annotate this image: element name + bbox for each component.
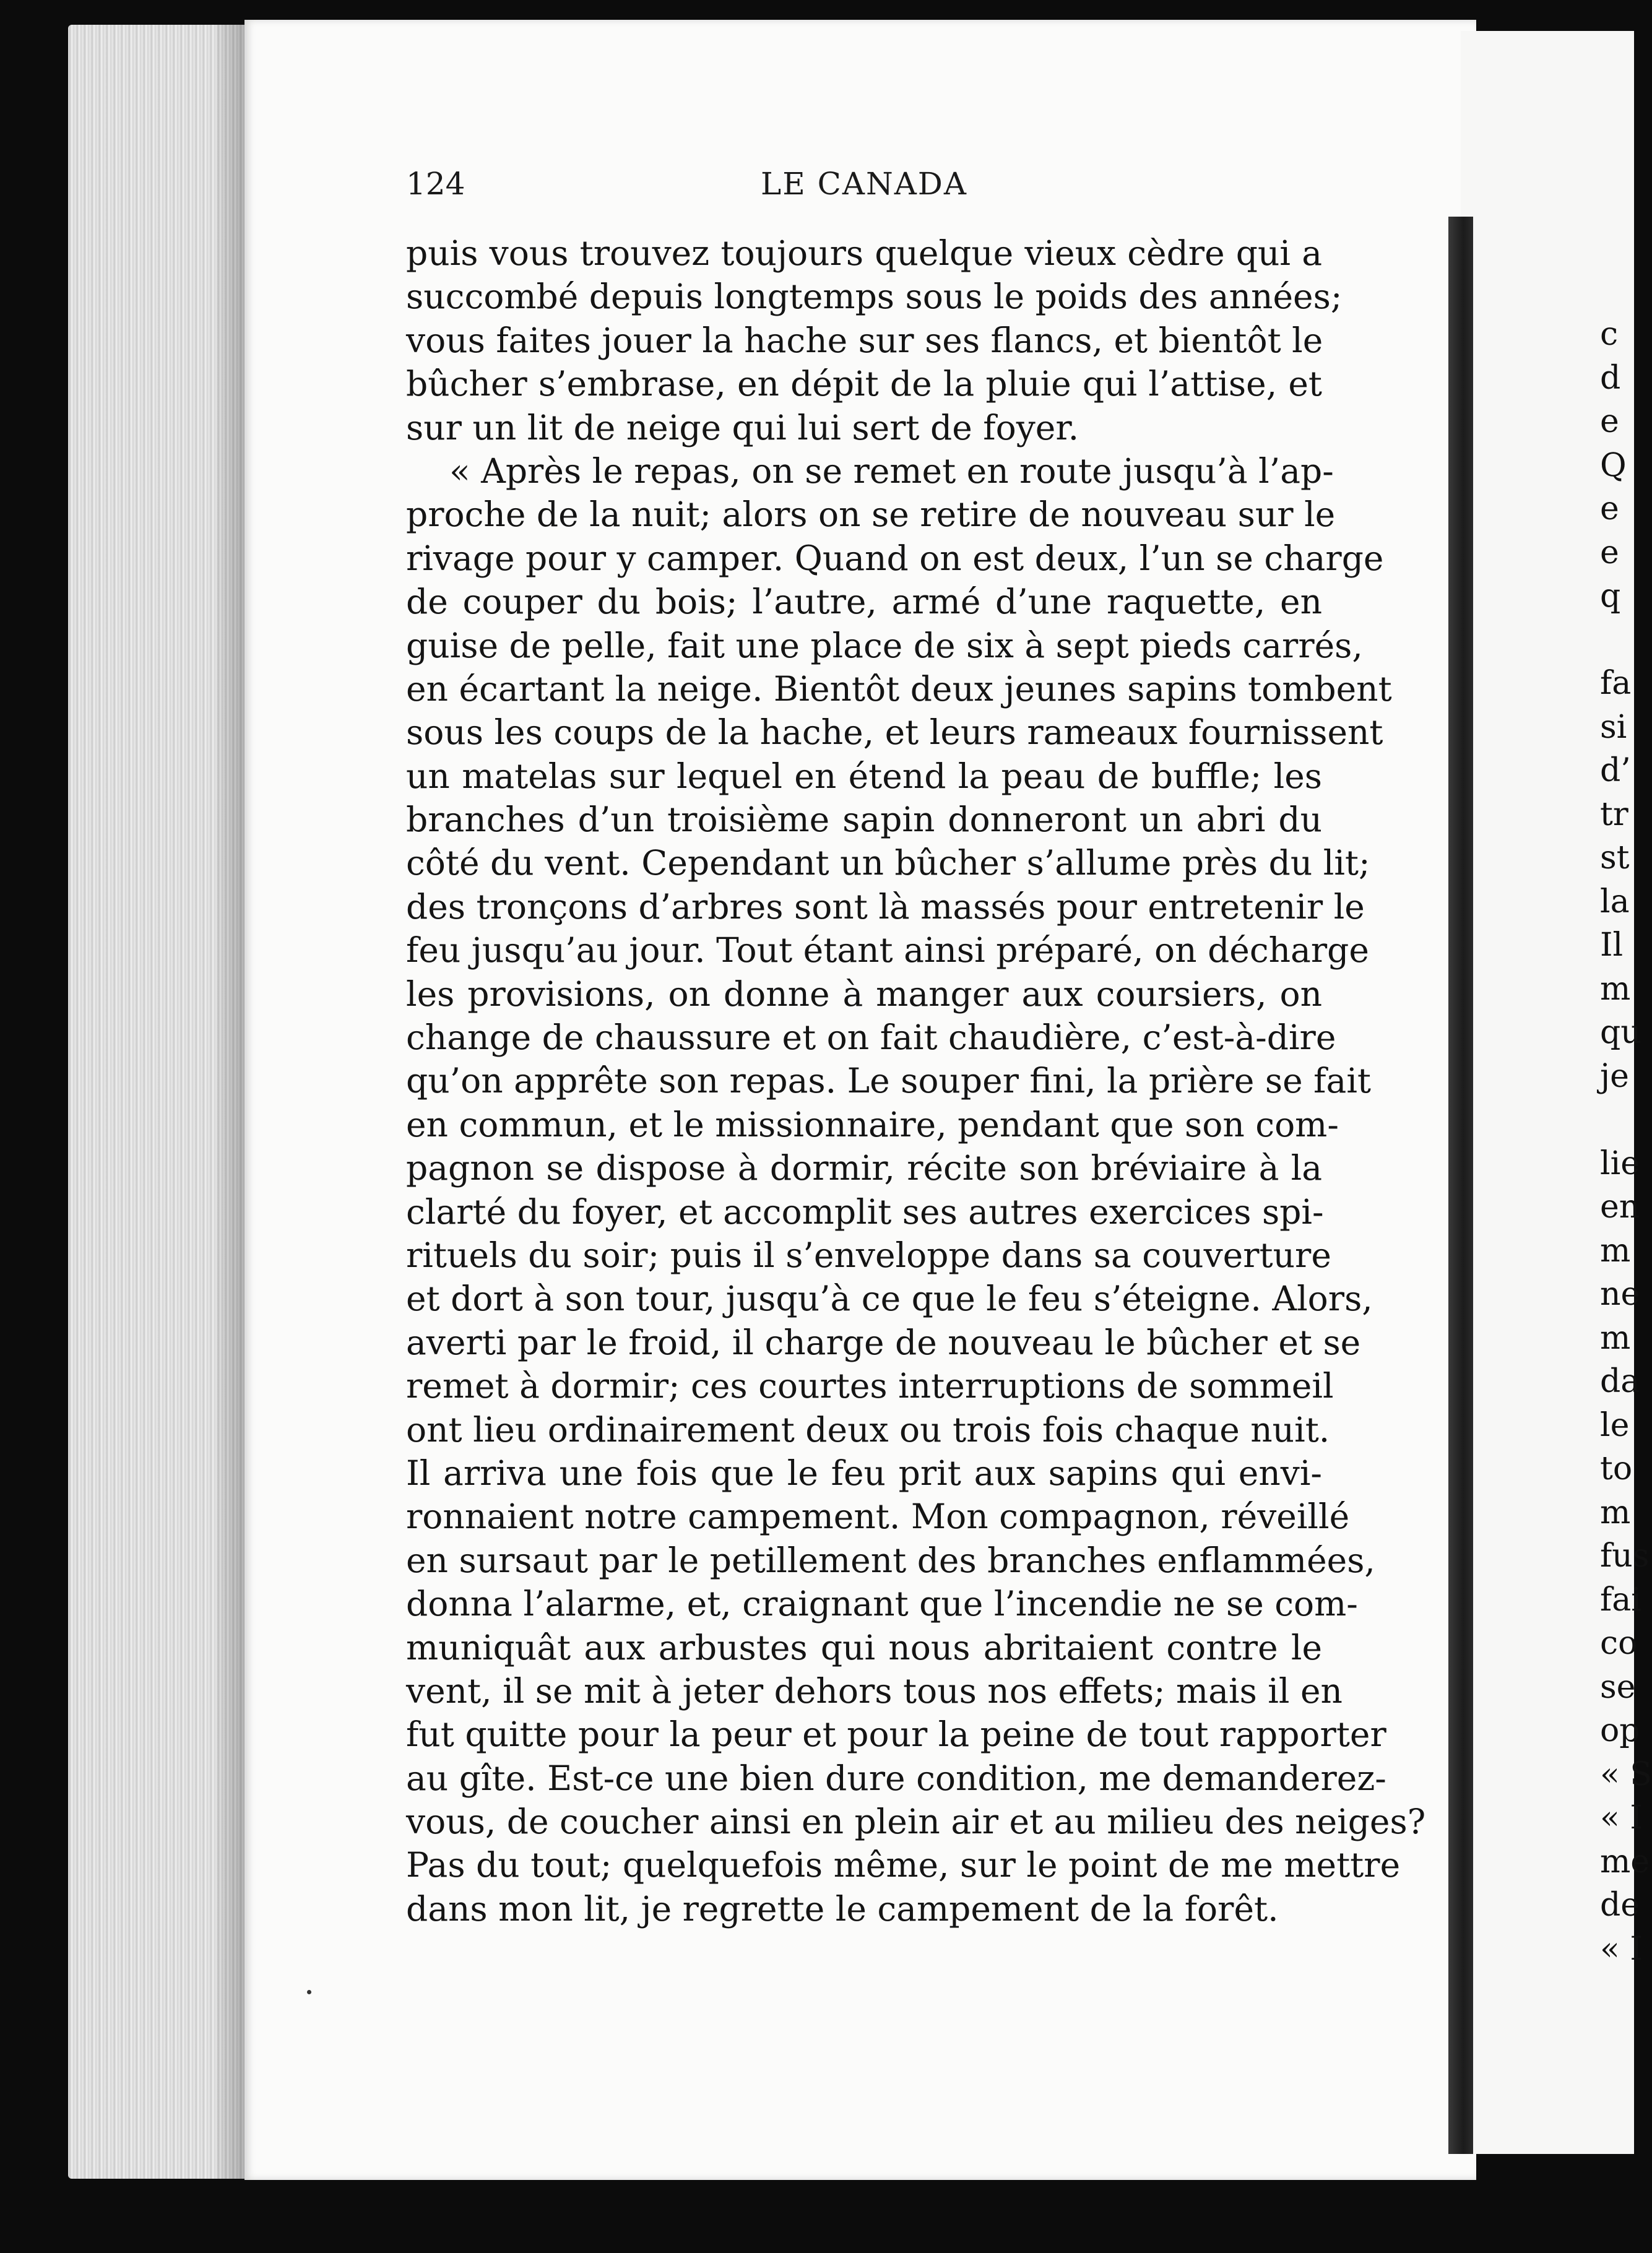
facing-page-fragment: co — [1600, 1625, 1638, 1662]
text-line: vent, il se mit à jeter dehors tous nos effets; mais il en — [406, 1671, 1343, 1711]
facing-page-fragment: d’ — [1600, 752, 1631, 789]
text-line: ont lieu ordinairement deux ou trois fois chaque nuit. — [406, 1409, 1330, 1450]
facing-page-fragment: me — [1600, 1843, 1650, 1880]
facing-page-fragment: e — [1600, 403, 1619, 440]
facing-page-fragment: « S — [1600, 1755, 1652, 1793]
text-line: guise de pelle, fait une place de six à sept pieds carrés, — [406, 625, 1363, 665]
text-line: vous, de coucher ainsi en plein air et au milieu des neiges? — [406, 1802, 1426, 1842]
facing-page-fragment: Il — [1600, 927, 1624, 964]
text-line: ronnaient notre campement. Mon compagnon, réveillé — [406, 1497, 1350, 1537]
paragraph-start-line: « Après le repas, on se remet en route jusqu’à l’ap- — [449, 451, 1334, 491]
facing-page-fragment: qu — [1600, 1014, 1641, 1051]
running-title: LE CANADA — [760, 166, 967, 202]
page-edge-shadow — [217, 25, 248, 2179]
facing-page-fragment: m — [1600, 970, 1631, 1008]
text-line: en sursaut par le petillement des branches enflammées, — [406, 1540, 1375, 1580]
text-line: Il arriva une fois que le feu prit aux sapins qui envi- — [406, 1453, 1322, 1493]
text-line: donna l’alarme, et, craignant que l’incendie ne se com- — [406, 1584, 1358, 1624]
text-line: vous faites jouer la hache sur ses flancs, et bientôt le — [406, 320, 1323, 360]
facing-page-fragment: m — [1600, 1232, 1631, 1269]
facing-page-fragment: se — [1600, 1668, 1636, 1706]
text-line: pagnon se dispose à dormir, récite son bréviaire à la — [406, 1148, 1322, 1188]
page-number: 124 — [406, 166, 465, 202]
text-line: bûcher s’embrase, en dépit de la pluie qui l’attise, et — [406, 364, 1322, 404]
page-header — [406, 166, 1322, 209]
facing-page-fragment: e — [1600, 490, 1619, 527]
text-line: proche de la nuit; alors on se retire de nouveau sur le — [406, 495, 1336, 535]
facing-page-fragment: st — [1600, 839, 1630, 876]
text-line: sous les coups de la hache, et leurs rameaux fournissent — [406, 712, 1383, 753]
text-line: et dort à son tour, jusqu’à ce que le feu s’éteigne. Alors, — [406, 1279, 1373, 1319]
facing-page-text — [1600, 313, 1652, 1971]
text-line: rituels du soir; puis il s’enveloppe dans sa couverture — [406, 1235, 1331, 1275]
facing-page-fragment: fai — [1600, 1581, 1641, 1619]
facing-page-fragment: lie — [1600, 1144, 1640, 1182]
text-line: des tronçons d’arbres sont là massés pour entretenir le — [406, 886, 1365, 927]
facing-page-fragment: « I — [1600, 1930, 1643, 1968]
facing-page-fragment: Q — [1600, 446, 1627, 484]
text-line: feu jusqu’au jour. Tout étant ainsi préparé, on décharge — [406, 930, 1369, 971]
text-line: puis vous trouvez toujours quelque vieux cèdre qui a — [406, 233, 1322, 273]
facing-page-fragment: q — [1600, 577, 1621, 615]
text-line: dans mon lit, je regrette le campement de la forêt. — [406, 1888, 1279, 1929]
facing-page-fragment: la — [1600, 883, 1630, 920]
facing-page-fragment: e — [1600, 534, 1619, 571]
text-line: change de chaussure et on fait chaudière, c’est-à-dire — [406, 1018, 1336, 1058]
facing-page-fragment: en — [1600, 1188, 1640, 1226]
text-line: branches d’un troisième sapin donneront un abri du — [406, 800, 1322, 840]
text-line: clarté du foyer, et accomplit ses autres exercices spi- — [406, 1191, 1324, 1232]
facing-page-fragment: to — [1600, 1450, 1633, 1487]
facing-page-fragment: tr — [1600, 795, 1628, 833]
text-line: de couper du bois; l’autre, armé d’une raquette, en — [406, 582, 1322, 622]
facing-page-fragment: si — [1600, 708, 1627, 746]
facing-page-fragment: op — [1600, 1712, 1640, 1749]
facing-page-fragment: de — [1600, 1887, 1640, 1924]
facing-page-fragment: « I — [1600, 1799, 1643, 1836]
body-text — [406, 231, 1426, 1931]
facing-page-fragment: d — [1600, 359, 1621, 397]
facing-page-fragment: c — [1600, 316, 1619, 353]
text-line: au gîte. Est-ce une bien dure condition, me demanderez- — [406, 1758, 1386, 1798]
facing-page-fragment — [1600, 618, 1643, 662]
ink-speck — [307, 1990, 311, 1994]
text-line: averti par le froid, il charge de nouveau le bûcher et se — [406, 1322, 1361, 1362]
facing-page-fragment: m — [1600, 1319, 1631, 1357]
text-line: sur un lit de neige qui lui sert de foyer. — [406, 407, 1079, 448]
facing-page-fragment: je — [1600, 1057, 1629, 1095]
facing-page-fragment — [1600, 1098, 1643, 1142]
book-gutter — [1448, 217, 1473, 2154]
text-line: Pas du tout; quelquefois même, sur le point de me mettre — [406, 1845, 1401, 1885]
facing-page-fragment: ne — [1600, 1276, 1640, 1313]
text-line: en écartant la neige. Bientôt deux jeunes sapins tombent — [406, 668, 1392, 709]
facing-page-fragment: da — [1600, 1363, 1640, 1400]
facing-page-fragment: fus — [1600, 1537, 1650, 1575]
text-line: rivage pour y camper. Quand on est deux, l’un se charge — [406, 538, 1384, 578]
text-line: les provisions, on donne à manger aux coursiers, on — [406, 974, 1322, 1014]
text-line: côté du vent. Cependant un bûcher s’allume près du lit; — [406, 843, 1370, 883]
text-line: succombé depuis longtemps sous le poids des années; — [406, 277, 1343, 317]
text-line: qu’on apprête son repas. Le souper fini, la prière se fait — [406, 1061, 1372, 1101]
facing-page-fragment: fa — [1600, 665, 1632, 702]
text-line: fut quitte pour la peur et pour la peine de tout rapporter — [406, 1715, 1386, 1755]
text-line: remet à dormir; ces courtes interruptions de sommeil — [406, 1366, 1334, 1406]
text-line: un matelas sur lequel en étend la peau de buffle; les — [406, 756, 1322, 796]
facing-page-fragment: le — [1600, 1406, 1630, 1444]
text-line: muniquât aux arbustes qui nous abritaient contre le — [406, 1627, 1322, 1667]
text-line: en commun, et le missionnaire, pendant que son com- — [406, 1104, 1339, 1144]
facing-page-fragment: m — [1600, 1494, 1631, 1531]
